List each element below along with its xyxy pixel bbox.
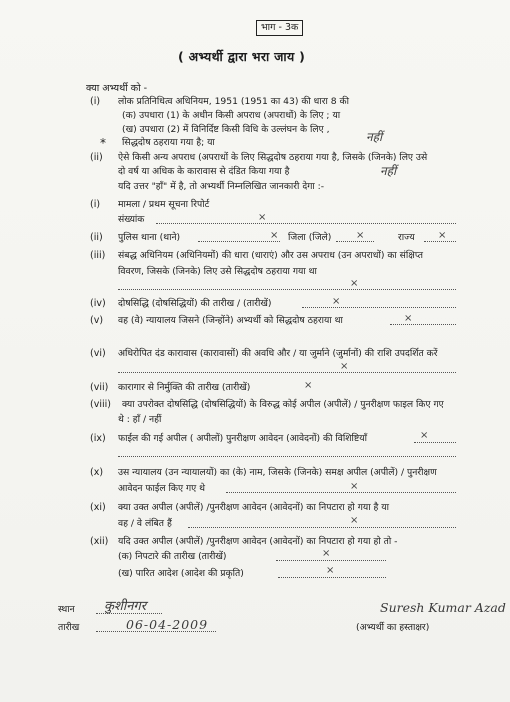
field-i-sub: संख्यांक [118,214,145,225]
field-xi-text1: क्या उक्त अपील (अपीलें) /पुनरीक्षण आवेदन (आवेदनों) का निपटारा हो गया है या [118,502,390,513]
field-iii-cross: × [350,278,359,289]
field-iii-text2: विवरण, जिसके (जिनके) लिए उसे सिद्धदोष ठहराया गया था [118,266,317,277]
field-ii-state: राज्य [398,232,415,243]
field-ii-cross1: × [270,230,279,241]
place-label: स्थान [58,604,75,615]
item-i-kha-cont: सिद्धदोष ठहराया गया है; या [122,137,215,148]
field-ix-cross: × [420,430,429,441]
field-xii-number: (xii) [90,536,109,547]
item-ii-number: (ii) [90,152,103,163]
form-title: ( अभ्यर्थी द्वारा भरा जाय ) [178,49,306,64]
field-i-line [156,223,456,224]
item-ii-text1: ऐसे किसी अन्य अपराध (अपराधों के लिए सिद्धदोष ठहराया गया है, जिसके (जिनके) लिए उसे [118,152,428,163]
field-vii-text: कारागार से निर्मुक्ति की तारीख (तारीखें) [118,382,251,393]
field-iv-cross: × [332,296,341,307]
field-viii-text1: क्या उपरोक्त दोषसिद्धि (दोषसिद्धियों) के विरुद्ध कोई अपील (अपीलें) / पुनरीक्षण फाइल किए गए [122,399,444,410]
field-xi-cross: × [350,515,359,526]
field-ii-line2 [336,241,374,242]
field-xii-kha-line [278,577,386,578]
field-iv-line [302,307,456,308]
item-i-kha: (ख) उपधारा (2) में विनिर्दिष्ट किसी विधि के उल्लंघन के लिए , [122,124,330,135]
date-value: 06-04-2009 [126,617,209,632]
field-ix-line [414,442,456,443]
field-xii-kha: (ख) पारित आदेश (आदेश की प्रकृति) [118,568,244,579]
field-x-text2: आवेदन फाईल किए गए थे [118,483,206,494]
field-ix-text: फाईल की गई अपील ( अपीलों) पुनरीक्षण आवेदन (आवेदनों) की विशिष्टियाँ [118,433,367,444]
field-vi-line [118,372,456,373]
field-viii-text2: थे : हाँ / नहीं [118,414,162,425]
field-ii-line3 [424,241,456,242]
field-i-cross: × [258,212,267,223]
field-iv-number: (iv) [90,298,106,309]
field-v-line [390,324,456,325]
field-ii-cross3: × [438,230,447,241]
field-ii-number: (ii) [90,232,103,243]
field-viii-number: (viii) [90,399,111,410]
field-x-number: (x) [90,467,104,478]
field-xii-ka-line [276,560,386,561]
field-x-line [226,492,456,493]
field-v-number: (v) [90,315,104,326]
candidate-signature: Suresh Kumar Azad [380,600,506,615]
field-i-text: मामला / प्रथम सूचना रिपोर्ट [118,199,210,210]
field-x-cross: × [350,481,359,492]
field-vi-number: (vi) [90,348,106,359]
field-ii-cross2: × [356,230,365,241]
field-xi-number: (xi) [90,502,106,513]
item-i-number: (i) [90,96,101,107]
field-x-text1: उस न्यायालय (उन न्यायालयों) का (के) नाम, जिसके (जिनके) समक्ष अपील (अपीलें) / पुनरीक्षण [118,467,437,478]
field-vi-cross: × [340,361,349,372]
field-ix-line2 [118,456,456,457]
field-iv-text: दोषसिद्धि (दोषसिद्धियों) की तारीख / (तारीखें) [118,298,272,309]
intro-text: क्या अभ्यर्थी को - [86,83,148,94]
field-vii-number: (vii) [90,382,109,393]
date-label: तारीख [58,622,80,633]
signature-caption: (अभ्यर्थी का हस्ताक्षर) [356,622,430,633]
field-vii-cross: × [304,380,313,391]
item-ii-answer: नहीं [380,164,397,178]
item-ii-text3: यदि उत्तर "हाँ" में है, तो अभ्यर्थी निम्नलिखित जानकारी देगा :- [118,181,325,192]
field-xii-text: यदि उक्त अपील (अपीलें) /पुनरीक्षण आवेदन (आवेदनों) का निपटारा हो गया हो तो - [118,536,398,547]
field-xii-ka: (क) निपटारे की तारीख (तारीखें) [118,551,227,562]
place-value: कुशीनगर [104,599,147,614]
field-v-text: वह (वे) न्यायालय जिसने (जिन्होंने) अभ्यर्थी को सिद्धदोष ठहराया था [118,315,343,326]
item-ii-text2: दो वर्ष या अधिक के कारावास से दंडित किया गया है [118,166,290,177]
item-i-ka: (क) उपधारा (1) के अधीन किसी अपराध (अपराधों) के लिए ; या [122,110,341,121]
field-xii-ka-cross: × [322,548,331,559]
field-i-number: (i) [90,199,101,210]
field-iii-number: (iii) [90,250,106,261]
field-xi-line [188,527,456,528]
field-iii-line [118,289,456,290]
field-iii-text1: संबद्ध अधिनियम (अधिनियमों) की धारा (धाराएं) और उस अपराध (उन अपराधों) का संक्षिप्त [118,250,423,261]
field-ii-district: जिला (जिले) [288,232,332,243]
field-ix-number: (ix) [90,433,106,444]
field-ii-text: पुलिस थाना (थाने) [118,232,181,243]
item-i-answer: नहीं [366,130,383,144]
part-label: भाग - 3क [256,20,303,36]
item-i-text: लोक प्रतिनिधित्व अधिनियम, 1951 (1951 का 43) की धारा 8 की [118,96,349,107]
field-ii-line1 [198,241,280,242]
field-xi-text2: वह / वे लंबित हैं [118,518,172,529]
field-xii-kha-cross: × [326,565,335,576]
item-i-star: * [100,136,106,150]
field-v-cross: × [404,313,413,324]
field-vi-text: अधिरोपित दंड कारावास (कारावासों) की अवधि और / या जुर्माने (जुर्मानों) की राशि उपदर्शित करें [118,348,438,359]
